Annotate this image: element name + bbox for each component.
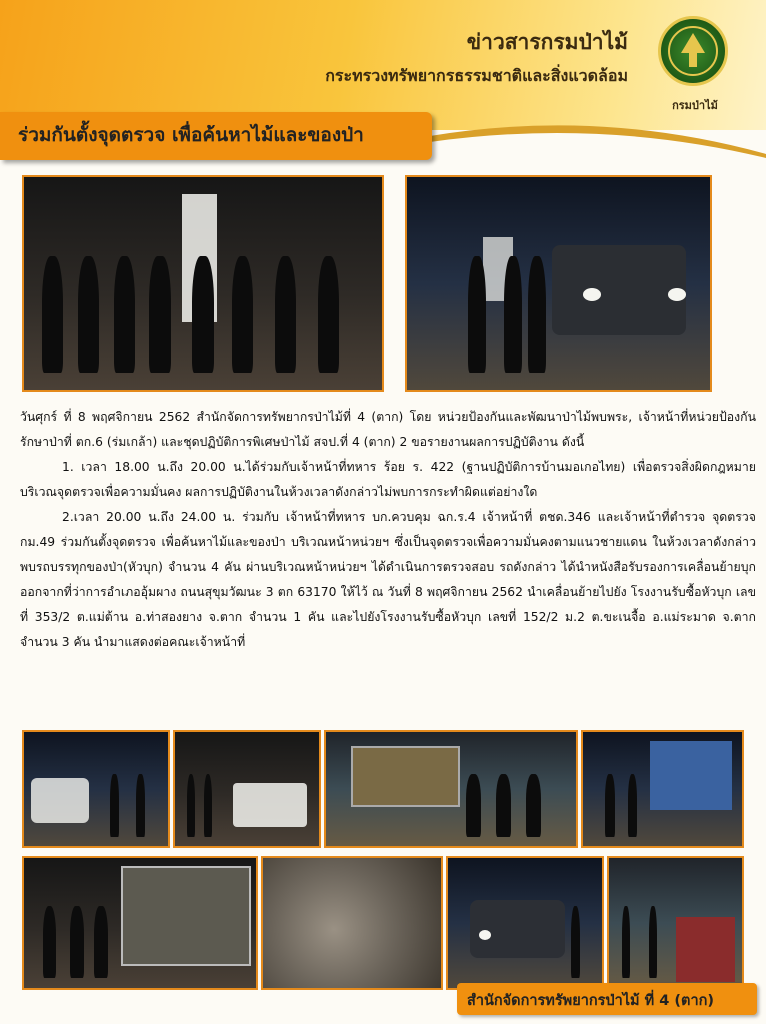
photo-konjac-truck-2 <box>581 730 744 848</box>
photo-document-check <box>607 856 744 990</box>
article-body <box>20 405 756 655</box>
article-item-1: 1. เวลา 18.00 น.ถึง 20.00 น.ได้ร่วมกับเจ้าหน้าที่ทหาร ร้อย ร. 422 (ฐานปฏิบัติการบ้านมอเกอไทย) เพื่อตรวจสิ่งผิดกฎหมาย บริเวณจุดตรวจเพื่อความมั่นคง ผลการปฏิบัติงานในห้วงเวลาดังกล่าวไม่พบการกระทำผิดแต่อย่างใด <box>20 460 756 499</box>
photo-officers-group <box>22 175 384 392</box>
headline-banner <box>0 112 432 160</box>
page-title: ข่าวสารกรมป่าไม้ <box>466 30 628 54</box>
footer-office-text: สำนักจัดการทรัพยากรป่าไม้ ที่ 4 (ตาก) <box>467 993 714 1009</box>
tree-emblem-icon <box>661 19 725 83</box>
logo-label: กรมป่าไม้ <box>672 99 718 112</box>
ministry-subtitle: กระทรวงทรัพยากรธรรมชาติและสิ่งแวดล้อม <box>325 66 628 85</box>
article-intro-paragraph: วันศุกร์ ที่ 8 พฤศจิกายน 2562 สำนักจัดการทรัพยากรป่าไม้ที่ 4 (ตาก) โดย หน่วยป้องกันและพัฒนาป่าไม้พบพระ, เจ้าหน้าที่หน่วยป้องกันรักษาป่าที่ ตก.6 (ร่มเกล้า) และชุดปฏิบัติการพิเศษป่าไม้ สจป.ที่ 4 (ตาก) 2 ขอรายงานผลการปฏิบัติงาน ดังนี้ <box>20 410 756 449</box>
department-logo <box>658 16 728 86</box>
photo-konjac-load <box>261 856 443 990</box>
photo-pickup-checkpoint <box>446 856 604 990</box>
photo-truck-inspection-1 <box>22 730 170 848</box>
headline-text: ร่วมกันตั้งจุดตรวจ เพื่อค้นหาไม้และของป่า <box>18 124 364 146</box>
footer-office-label <box>457 983 757 1015</box>
article-item-2: 2.เวลา 20.00 น.ถึง 24.00 น. ร่วมกับ เจ้าหน้าที่ทหาร บก.ควบคุม ฉก.ร.4 เจ้าหน้าที่ ตชด.346 และเจ้าหน้าที่ตำรวจ จุดตรวจ กม.49 ร่วมกันตั้งจุดตรวจ เพื่อค้นหาไม้และของป่า บริเวณหน้าหน่วยฯ ซึ่งเป็นจุดตรวจเพื่อความมั่นคงตามแนวชายแดน ในห้วงเวลาดังกล่าว พบรถบรรทุกของป่า(หัวบุก) จำนวน 4 คัน ผ่านบริเวณหน้าหน่วยฯ ได้ดำเนินการตรวจสอบ รถดังกล่าว ได้นำหนังสือรับรองการเคลื่อนย้ายบุก ออกจากที่ว่าการอำเภออุ้มผาง ถนนสุขุมวัฒนะ 3 ตก 63170 ให้ไว้ ณ วันที่ 8 พฤศจิกายน 2562 นำเคลื่อนย้ายไปยัง โรงงานรับซื้อหัวบุก เลขที่ 353/2 ต.แม่ต้าน อ.ท่าสองยาง จ.ตาก จำนวน 1 คัน และไปยังโรงงานรับซื้อหัวบุก เลขที่ 152/2 ม.2 ต.ขะเนจื้อ อ.แม่ระมาด จ.ตาก จำนวน 3 คัน นำมาแสดงต่อคณะเจ้าหน้าที่ <box>20 510 756 649</box>
photo-checkpoint-pickup <box>405 175 712 392</box>
photo-konjac-truck-1 <box>324 730 578 848</box>
photo-truck-inspection-3 <box>22 856 258 990</box>
photo-truck-inspection-2 <box>173 730 321 848</box>
